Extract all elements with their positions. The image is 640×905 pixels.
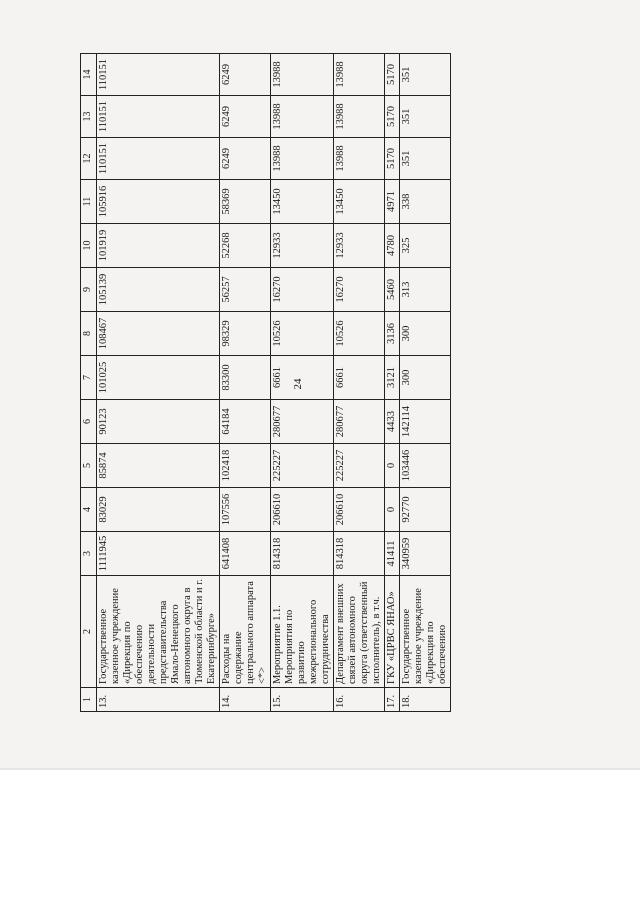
value-cell: 13988 [271, 138, 334, 180]
value-cell: 83029 [97, 488, 220, 532]
row-index: 18. [400, 688, 451, 712]
table-row [271, 54, 334, 712]
value-cell: 13988 [334, 54, 385, 96]
value-cell: 6661 [334, 356, 385, 400]
value-cell: 13988 [271, 96, 334, 138]
value-cell: 1111945 [97, 532, 220, 576]
value-cell: 105139 [97, 268, 220, 312]
column-header: 14 [81, 54, 97, 96]
value-cell: 105916 [97, 180, 220, 224]
page-number: 24 [292, 378, 304, 390]
value-cell: 16270 [334, 268, 385, 312]
column-header: 10 [81, 224, 97, 268]
value-cell: 13988 [334, 96, 385, 138]
value-cell: 225227 [334, 444, 385, 488]
value-cell: 5170 [385, 138, 400, 180]
value-cell: 206610 [334, 488, 385, 532]
column-header: 8 [81, 312, 97, 356]
column-header: 4 [81, 488, 97, 532]
value-cell: 325 [400, 224, 451, 268]
row-name: Государственное казенное учреждение «Дирекция по обеспечению деятельности представительства Ямало-Ненецкого автономного округа в Тюменской области и г. Екатеринбурге» [97, 576, 220, 688]
row-index: 14. [220, 688, 271, 712]
value-cell: 5460 [385, 268, 400, 312]
value-cell: 814318 [271, 532, 334, 576]
value-cell: 83300 [220, 356, 271, 400]
value-cell: 56257 [220, 268, 271, 312]
value-cell: 3121 [385, 356, 400, 400]
value-cell: 5170 [385, 54, 400, 96]
value-cell: 340959 [400, 532, 451, 576]
table-row [334, 54, 385, 712]
row-name: ГКУ «ЦРВС ЯНАО» [385, 576, 400, 688]
value-cell: 85874 [97, 444, 220, 488]
value-cell: 206610 [271, 488, 334, 532]
table-row [97, 54, 220, 712]
value-cell: 4780 [385, 224, 400, 268]
column-header: 13 [81, 96, 97, 138]
column-header: 9 [81, 268, 97, 312]
row-index: 13. [97, 688, 220, 712]
value-cell: 351 [400, 138, 451, 180]
value-cell: 313 [400, 268, 451, 312]
value-cell: 351 [400, 96, 451, 138]
value-cell: 98329 [220, 312, 271, 356]
value-cell: 0 [385, 444, 400, 488]
column-header: 7 [81, 356, 97, 400]
value-cell: 6249 [220, 138, 271, 180]
value-cell: 814318 [334, 532, 385, 576]
value-cell: 338 [400, 180, 451, 224]
row-name: Департамент внешних связей автономного округа (ответственный исполнитель), в т.ч. [334, 576, 385, 688]
header-row [81, 54, 97, 712]
row-index: 16. [334, 688, 385, 712]
value-cell: 0 [385, 488, 400, 532]
value-cell: 110151 [97, 138, 220, 180]
value-cell: 108467 [97, 312, 220, 356]
value-cell: 280677 [271, 400, 334, 444]
column-header: 1 [81, 688, 97, 712]
value-cell: 10526 [271, 312, 334, 356]
value-cell: 4971 [385, 180, 400, 224]
value-cell: 64184 [220, 400, 271, 444]
row-name: Государственное казенное учреждение «Дирекция по обеспечению [400, 576, 451, 688]
value-cell: 641408 [220, 532, 271, 576]
row-name: Мероприятие 1.1. Мероприятия по развитию межрегионального сотрудничества [271, 576, 334, 688]
value-cell: 6249 [220, 96, 271, 138]
value-cell: 102418 [220, 444, 271, 488]
value-cell: 10526 [334, 312, 385, 356]
value-cell: 13450 [334, 180, 385, 224]
value-cell: 6249 [220, 54, 271, 96]
value-cell: 225227 [271, 444, 334, 488]
value-cell: 13988 [334, 138, 385, 180]
value-cell: 351 [400, 54, 451, 96]
value-cell: 4433 [385, 400, 400, 444]
row-index: 15. [271, 688, 334, 712]
rotated-table-container [80, 58, 520, 712]
value-cell: 13450 [271, 180, 334, 224]
value-cell: 52268 [220, 224, 271, 268]
column-header: 6 [81, 400, 97, 444]
value-cell: 41411 [385, 532, 400, 576]
budget-table [80, 53, 451, 712]
column-header: 11 [81, 180, 97, 224]
column-header: 3 [81, 532, 97, 576]
table-row [385, 54, 400, 712]
value-cell: 12933 [271, 224, 334, 268]
value-cell: 110151 [97, 54, 220, 96]
value-cell: 101025 [97, 356, 220, 400]
value-cell: 142114 [400, 400, 451, 444]
table-row [220, 54, 271, 712]
table-body [97, 54, 451, 712]
value-cell: 5170 [385, 96, 400, 138]
value-cell: 110151 [97, 96, 220, 138]
column-header: 5 [81, 444, 97, 488]
value-cell: 16270 [271, 268, 334, 312]
value-cell: 6661 [271, 356, 334, 400]
value-cell: 300 [400, 312, 451, 356]
value-cell: 107556 [220, 488, 271, 532]
scan-edge [0, 768, 640, 770]
column-header: 2 [81, 576, 97, 688]
value-cell: 300 [400, 356, 451, 400]
value-cell: 101919 [97, 224, 220, 268]
table-row [400, 54, 451, 712]
value-cell: 103446 [400, 444, 451, 488]
value-cell: 13988 [271, 54, 334, 96]
value-cell: 90123 [97, 400, 220, 444]
value-cell: 92770 [400, 488, 451, 532]
row-index: 17. [385, 688, 400, 712]
value-cell: 280677 [334, 400, 385, 444]
value-cell: 3136 [385, 312, 400, 356]
value-cell: 58369 [220, 180, 271, 224]
row-name: Расходы на содержание центрального аппарата <*> [220, 576, 271, 688]
value-cell: 12933 [334, 224, 385, 268]
column-header: 12 [81, 138, 97, 180]
